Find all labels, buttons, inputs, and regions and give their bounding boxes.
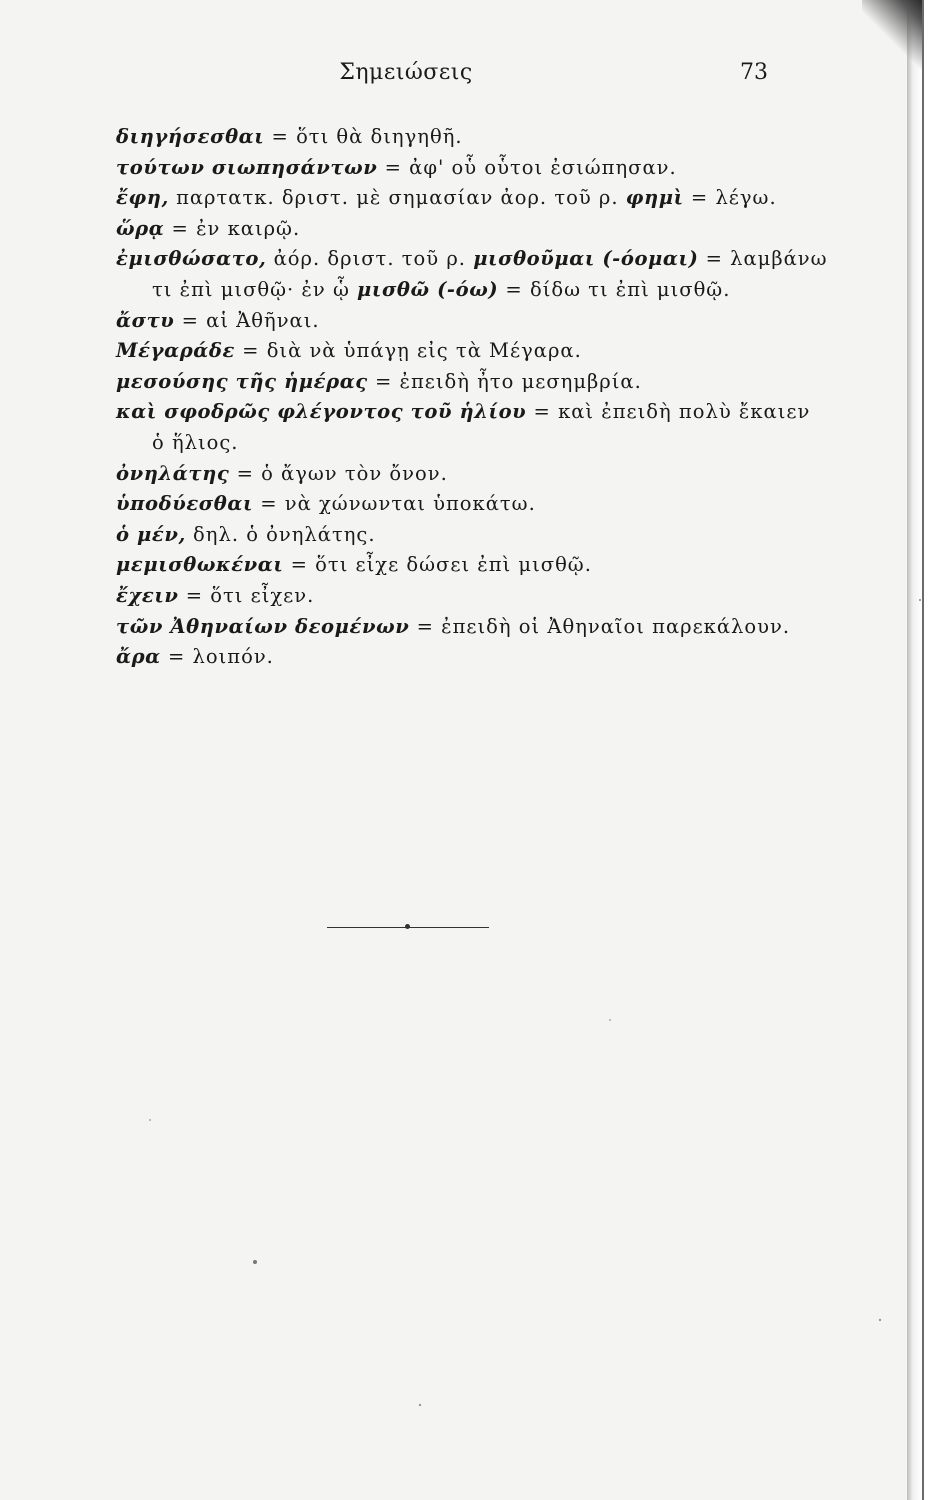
entry-term-secondary: φημὶ <box>625 186 684 210</box>
entry-term: ἄρα <box>116 645 161 669</box>
entry-gloss: δηλ. ὁ ὀνηλάτης. <box>185 522 376 546</box>
entry-term: ὥρᾳ <box>116 216 165 240</box>
entry-term-secondary: μισθοῦμαι (-όομαι) <box>473 247 699 271</box>
entry-term: ἔφη, <box>116 186 169 210</box>
entry-term: τούτων σιωπησάντων <box>116 155 378 179</box>
entry-term: ἔχειν <box>116 583 179 607</box>
continuation-term: μισθῶ (-όω) <box>357 277 499 301</box>
continuation-gloss: = δίδω τι ἐπὶ μισθῷ. <box>498 277 731 301</box>
entry-gloss: = διὰ νὰ ὑπάγῃ εἰς τὰ Μέγαρα. <box>234 339 582 363</box>
continuation-text: ὁ ἥλιος. <box>152 430 239 454</box>
entry-gloss: = ὅτι εἶχεν. <box>178 583 315 607</box>
entry-gloss-secondary: = λαμβάνω <box>698 247 828 271</box>
entry-term: ὑποδύεσθαι <box>116 492 254 516</box>
entry-term: μεμισθωκέναι <box>116 553 284 577</box>
entry-gloss: = λοιπόν. <box>160 645 274 669</box>
entry-term: μεσούσης τῆς ἡμέρας <box>116 369 368 393</box>
entry-term: καὶ σφοδρῶς φλέγοντος τοῦ ἡλίου <box>116 400 527 424</box>
entry-gloss: = ἐπειδὴ οἱ Ἀθηναῖοι παρεκάλουν. <box>409 614 791 638</box>
entry-gloss: = ὁ ἄγων τὸν ὄνον. <box>229 461 448 485</box>
entry-term: ἐμισθώσατο, <box>116 247 267 271</box>
entry-term: διηγήσεσθαι <box>116 125 265 148</box>
entry-gloss: ἀόρ. δριστ. τοῦ ρ. <box>266 247 474 271</box>
entry-gloss: = αἱ Ἀθῆναι. <box>174 308 320 332</box>
entry-gloss-secondary: = λέγω. <box>683 186 777 210</box>
entry-gloss: = ἐπειδὴ ἦτο μεσημβρία. <box>367 369 642 393</box>
entry-gloss: παρτατκ. δριστ. μὲ σημασίαν ἀορ. τοῦ ρ. <box>168 186 626 210</box>
entry-gloss: = ἀφ' οὗ οὗτοι ἐσιώπησαν. <box>377 155 677 179</box>
page-number: 73 <box>740 60 768 85</box>
entry-gloss: = καὶ ἐπειδὴ πολὺ ἔκαιεν <box>526 400 811 424</box>
entry-term: ὁ μέν, <box>116 522 186 546</box>
continuation-text: τι ἐπὶ μισθῷ· ἐν ᾧ <box>152 277 358 301</box>
entry-term: Μέγαράδε <box>116 339 235 363</box>
entry-gloss: = ἐν καιρῷ. <box>164 216 301 240</box>
entry-gloss: = ὅτι εἶχε δώσει ἐπὶ μισθῷ. <box>283 553 592 577</box>
entry-gloss: = νὰ χώνωνται ὑποκάτω. <box>253 492 536 516</box>
entry-term: τῶν Ἀθηναίων δεομένων <box>116 614 410 638</box>
entry-term: ὀνηλάτης <box>116 461 230 485</box>
entry-gloss: = ὅτι θὰ διηγηθῆ. <box>264 125 463 148</box>
running-header: Σημειώσεις <box>339 60 473 85</box>
entry-term: ἄστυ <box>116 308 175 332</box>
